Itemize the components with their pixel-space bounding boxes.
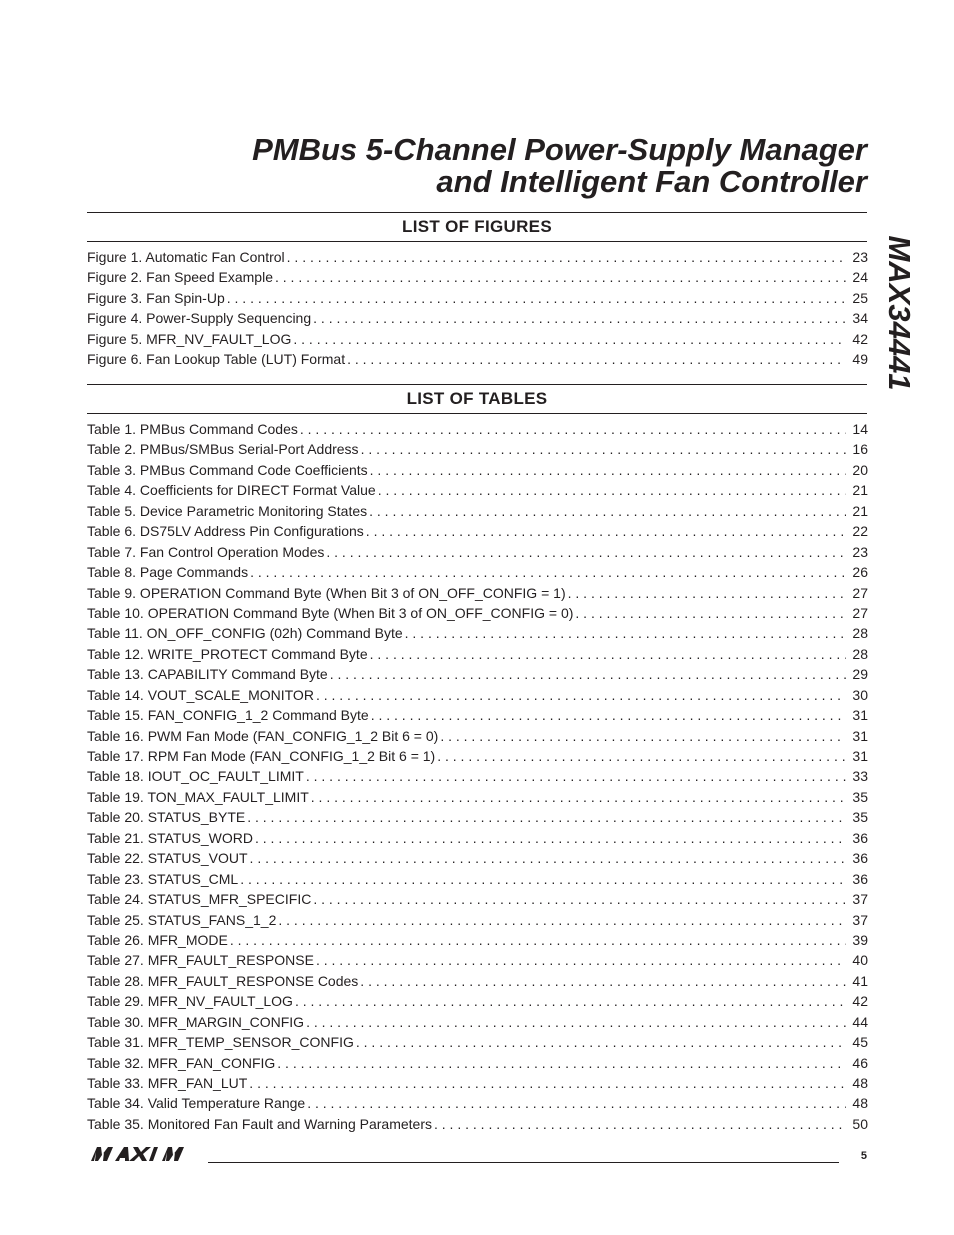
- table-entry-label: Table 12. WRITE_PROTECT Command Byte: [87, 645, 368, 662]
- table-entry-label: Table 10. OPERATION Command Byte (When Bit 3 of ON_OFF_CONFIG = 0): [87, 604, 574, 621]
- table-entry-label: Table 15. FAN_CONFIG_1_2 Command Byte: [87, 707, 369, 724]
- dot-leader: [249, 1073, 846, 1093]
- table-entry-label: Table 27. MFR_FAULT_RESPONSE: [87, 952, 314, 969]
- table-entry-page: 39: [852, 931, 868, 948]
- table-entry: [87, 726, 868, 746]
- figure-entry: [87, 329, 868, 349]
- table-entry-label: Table 1. PMBus Command Codes: [87, 421, 298, 437]
- table-entry-page: 28: [852, 625, 868, 642]
- figure-entry: [87, 288, 868, 308]
- dot-leader: [307, 1093, 846, 1113]
- figures-list: [87, 247, 868, 370]
- dot-leader: [295, 991, 846, 1011]
- title-line-1: PMBus 5-Channel Power-Supply Manager: [252, 132, 867, 167]
- page-number: 5: [860, 1150, 867, 1162]
- dot-leader: [247, 807, 846, 827]
- dot-leader: [313, 889, 846, 909]
- figures-heading: LIST OF FIGURES: [402, 217, 552, 236]
- figure-entry-page: 25: [852, 289, 868, 306]
- table-entry-label: Table 28. MFR_FAULT_RESPONSE Codes: [87, 972, 359, 989]
- table-entry-page: 50: [852, 1115, 868, 1132]
- figure-entry: [87, 349, 868, 369]
- table-entry: [87, 807, 868, 827]
- table-entry-label: Table 31. MFR_TEMP_SENSOR_CONFIG: [87, 1034, 354, 1051]
- table-entry-label: Table 25. STATUS_FANS_1_2: [87, 911, 277, 928]
- dot-leader: [311, 787, 846, 807]
- dot-leader: [250, 562, 846, 582]
- table-entry-page: 22: [852, 523, 868, 540]
- dot-leader: [300, 419, 846, 439]
- table-entry: [87, 971, 868, 991]
- table-entry: [87, 562, 868, 582]
- table-entry-page: 27: [852, 584, 868, 601]
- dot-leader: [369, 501, 846, 521]
- dot-leader: [434, 1114, 846, 1134]
- dot-leader: [313, 308, 846, 328]
- table-entry-page: 31: [852, 707, 868, 724]
- table-entry-page: 44: [852, 1013, 868, 1030]
- tables-bottom-rule: [87, 413, 867, 414]
- table-entry: [87, 480, 868, 500]
- table-entry: [87, 766, 868, 786]
- figure-entry-page: 34: [852, 310, 868, 327]
- maxim-logo: [89, 1146, 201, 1162]
- dot-leader: [366, 521, 846, 541]
- footer-rule: [208, 1162, 839, 1163]
- table-entry-label: Table 17. RPM Fan Mode (FAN_CONFIG_1_2 Bit 6 = 1): [87, 748, 436, 764]
- dot-leader: [361, 439, 846, 459]
- figure-entry: [87, 308, 868, 328]
- table-entry-label: Table 2. PMBus/SMBus Serial-Port Address: [87, 441, 359, 458]
- table-entry-page: 41: [852, 972, 868, 989]
- table-entry-label: Table 23. STATUS_CML: [87, 870, 239, 887]
- dot-leader: [230, 930, 846, 950]
- figure-entry-label: Figure 6. Fan Lookup Table (LUT) Format: [87, 351, 346, 368]
- dot-leader: [370, 460, 846, 480]
- table-entry: [87, 623, 868, 643]
- dot-leader: [278, 910, 846, 930]
- dot-leader: [370, 644, 846, 664]
- tables-top-rule: [87, 384, 867, 385]
- figure-entry-page: 24: [852, 269, 868, 286]
- figure-entry: [87, 267, 868, 287]
- figure-entry-page: 49: [852, 351, 868, 368]
- table-entry-label: Table 19. TON_MAX_FAULT_LIMIT: [87, 788, 309, 805]
- table-entry: [87, 685, 868, 705]
- table-entry-page: 28: [852, 645, 868, 662]
- table-entry-page: 31: [852, 727, 868, 744]
- table-entry-label: Table 9. OPERATION Command Byte (When Bit 3 of ON_OFF_CONFIG = 1): [87, 584, 566, 601]
- figure-entry-label: Figure 3. Fan Spin-Up: [87, 289, 225, 306]
- table-entry-page: 36: [852, 870, 868, 887]
- dot-leader: [568, 583, 846, 603]
- table-entry-label: Table 14. VOUT_SCALE_MONITOR: [87, 686, 314, 703]
- table-entry-page: 30: [852, 686, 868, 703]
- figure-entry-label: Figure 2. Fan Speed Example: [87, 269, 273, 286]
- table-entry-label: Table 29. MFR_NV_FAULT_LOG: [87, 993, 293, 1010]
- table-entry: [87, 910, 868, 930]
- dot-leader: [356, 1032, 846, 1052]
- figure-entry-page: 42: [852, 330, 868, 347]
- tables-list: [87, 419, 868, 1134]
- table-entry: [87, 419, 868, 439]
- title-line-2: and Intelligent Fan Controller: [436, 164, 867, 199]
- table-entry: [87, 950, 868, 970]
- table-entry-label: Table 3. PMBus Command Code Coefficients: [87, 461, 368, 478]
- table-entry-page: 37: [852, 911, 868, 928]
- table-entry-label: Table 13. CAPABILITY Command Byte: [87, 666, 328, 683]
- table-entry-page: 33: [852, 768, 868, 785]
- figures-bottom-rule: [87, 241, 867, 242]
- table-entry-page: 36: [852, 850, 868, 867]
- table-entry: [87, 644, 868, 664]
- dot-leader: [316, 685, 846, 705]
- dot-leader: [326, 542, 846, 562]
- table-entry: [87, 1012, 868, 1032]
- table-entry-page: 35: [852, 809, 868, 826]
- dot-leader: [306, 766, 846, 786]
- table-entry: [87, 705, 868, 725]
- table-entry-page: 40: [852, 952, 868, 969]
- dot-leader: [255, 828, 846, 848]
- dot-leader: [277, 1053, 846, 1073]
- dot-leader: [330, 664, 846, 684]
- figure-entry-label: Figure 4. Power-Supply Sequencing: [87, 310, 312, 327]
- dot-leader: [316, 950, 846, 970]
- table-entry-label: Table 26. MFR_MODE: [87, 931, 228, 948]
- table-entry: [87, 583, 868, 603]
- figure-entry: [87, 247, 868, 267]
- table-entry-page: 21: [852, 502, 868, 519]
- dot-leader: [250, 848, 846, 868]
- table-entry: [87, 746, 868, 766]
- table-entry-page: 48: [852, 1095, 868, 1112]
- table-entry: [87, 991, 868, 1011]
- table-entry: [87, 787, 868, 807]
- table-entry-label: Table 32. MFR_FAN_CONFIG: [87, 1054, 276, 1071]
- table-entry: [87, 889, 868, 909]
- dot-leader: [360, 971, 846, 991]
- figure-entry-page: 23: [852, 249, 868, 265]
- table-entry-label: Table 35. Monitored Fan Fault and Warning Parameters: [87, 1115, 432, 1132]
- table-entry: [87, 1093, 868, 1113]
- table-entry-page: 26: [852, 564, 868, 581]
- table-entry-label: Table 5. Device Parametric Monitoring States: [87, 502, 368, 519]
- dot-leader: [227, 288, 846, 308]
- table-entry-page: 27: [852, 604, 868, 621]
- table-entry-label: Table 7. Fan Control Operation Modes: [87, 543, 325, 560]
- table-entry-label: Table 20. STATUS_BYTE: [87, 809, 246, 826]
- table-entry: [87, 603, 868, 623]
- table-entry: [87, 930, 868, 950]
- dot-leader: [371, 705, 846, 725]
- table-entry-label: Table 6. DS75LV Address Pin Configurations: [87, 523, 364, 540]
- dot-leader: [306, 1012, 846, 1032]
- table-entry-label: Table 22. STATUS_VOUT: [87, 850, 248, 867]
- dot-leader: [405, 623, 846, 643]
- dot-leader: [240, 869, 846, 889]
- table-entry: [87, 542, 868, 562]
- table-entry: [87, 869, 868, 889]
- dot-leader: [293, 329, 846, 349]
- table-entry-label: Table 11. ON_OFF_CONFIG (02h) Command Byte: [87, 625, 403, 642]
- table-entry-label: Table 16. PWM Fan Mode (FAN_CONFIG_1_2 Bit 6 = 0): [87, 727, 439, 744]
- table-entry-page: 37: [852, 891, 868, 908]
- table-entry: [87, 1032, 868, 1052]
- table-entry-page: 48: [852, 1075, 868, 1091]
- figures-top-rule: [87, 212, 867, 213]
- table-entry-page: 21: [852, 482, 868, 499]
- table-entry-page: 29: [852, 666, 868, 683]
- part-number: MAX34441: [882, 235, 917, 391]
- dot-leader: [275, 267, 846, 287]
- table-entry-label: Table 21. STATUS_WORD: [87, 829, 253, 846]
- table-entry-page: 23: [852, 543, 868, 560]
- table-entry: [87, 828, 868, 848]
- table-entry-page: 20: [852, 461, 868, 478]
- table-entry-label: Table 24. STATUS_MFR_SPECIFIC: [87, 891, 312, 908]
- dot-leader: [378, 480, 846, 500]
- part-number-tab: [869, 218, 929, 408]
- figure-entry-label: Figure 5. MFR_NV_FAULT_LOG: [87, 330, 292, 347]
- table-entry-page: 45: [852, 1034, 868, 1051]
- dot-leader: [440, 726, 846, 746]
- table-entry-label: Table 8. Page Commands: [87, 564, 249, 581]
- dot-leader: [437, 746, 846, 766]
- figure-entry-label: Figure 1. Automatic Fan Control: [87, 249, 285, 265]
- table-entry-page: 14: [852, 421, 868, 437]
- table-entry: [87, 439, 868, 459]
- dot-leader: [287, 247, 846, 267]
- table-entry-page: 42: [852, 993, 868, 1010]
- table-entry: [87, 848, 868, 868]
- table-entry-label: Table 34. Valid Temperature Range: [87, 1095, 306, 1112]
- table-entry: [87, 664, 868, 684]
- table-entry-page: 31: [852, 748, 868, 764]
- table-entry-label: Table 30. MFR_MARGIN_CONFIG: [87, 1013, 305, 1030]
- table-entry: [87, 501, 868, 521]
- table-entry-label: Table 4. Coefficients for DIRECT Format Value: [87, 482, 376, 499]
- table-entry-label: Table 18. IOUT_OC_FAULT_LIMIT: [87, 768, 304, 785]
- tables-heading: LIST OF TABLES: [406, 389, 548, 408]
- table-entry-page: 36: [852, 829, 868, 846]
- document-title: [107, 134, 867, 198]
- dot-leader: [347, 349, 846, 369]
- table-entry-page: 35: [852, 788, 868, 805]
- table-entry-page: 46: [852, 1054, 868, 1071]
- table-entry: [87, 460, 868, 480]
- table-entry-label: Table 33. MFR_FAN_LUT: [87, 1075, 248, 1091]
- table-entry-page: 16: [852, 441, 868, 458]
- table-entry: [87, 521, 868, 541]
- table-entry: [87, 1053, 868, 1073]
- table-entry: [87, 1114, 868, 1134]
- dot-leader: [575, 603, 846, 623]
- table-entry: [87, 1073, 868, 1093]
